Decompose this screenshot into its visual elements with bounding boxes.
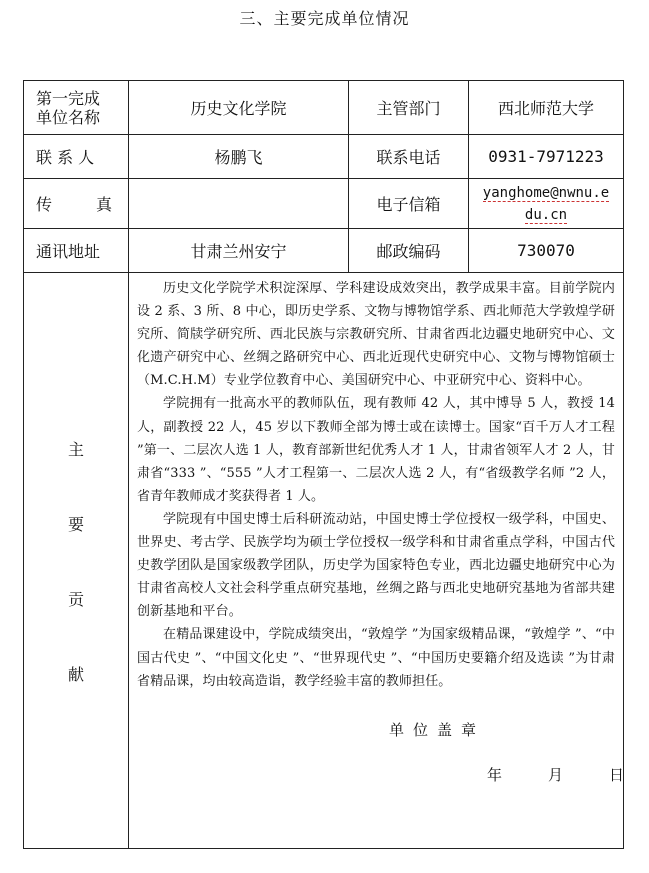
date-line bbox=[137, 764, 625, 785]
unit-name-value: 历史文化学院 bbox=[129, 81, 349, 135]
paragraph-2: 学院拥有一批高水平的教师队伍，现有教师 42 人，其中博导 5 人，教授 14 人，副教授 22 人，45 岁以下教师全部为博士或在读博士。国家“百千万人才工程 ”第一、二层次人选 1 人，教育部新世纪优秀人才 1 人，甘肃省领军人才 2 人，甘肃省“333 ”、“555 ”人才工程第一、二层次人选 2 人，有“省级教学名师 ”2 人，省青年教师成才奖获得者 1 人。 bbox=[137, 396, 615, 504]
page-title: 三、主要完成单位情况 bbox=[239, 9, 410, 28]
unit-info-table bbox=[23, 80, 624, 849]
email-value bbox=[469, 179, 624, 229]
seal-label: 单位盖章 bbox=[389, 720, 486, 739]
unit-name-label-line1: 第一完成 bbox=[36, 88, 101, 108]
side-char-4: 献 bbox=[67, 664, 84, 684]
side-char-3: 贡 bbox=[67, 589, 84, 609]
address-label: 通讯地址 bbox=[24, 229, 129, 273]
postcode-value: 730070 bbox=[469, 229, 624, 273]
phone-label: 联系电话 bbox=[349, 135, 469, 179]
paragraph-4: 在精品课建设中，学院成绩突出，“敦煌学 ”为国家级精品课，“敦煌学 ”、“中国古代史 ”、“中国文化史 ”、“世界现代史 ”、“中国历史要籍介绍及选读 ”为甘肃省精品课，均由较高造诣，教学经验丰富的教师担任。 bbox=[137, 627, 615, 689]
side-char-2: 要 bbox=[67, 514, 84, 534]
row-contribution bbox=[24, 273, 624, 849]
address-value: 甘肃兰州安宁 bbox=[129, 229, 349, 273]
email-line2: du.cn bbox=[524, 206, 568, 223]
email-line1: yanghome@nwnu.e bbox=[482, 184, 610, 201]
date-year: 年 bbox=[487, 765, 503, 784]
row-address bbox=[24, 229, 624, 273]
side-char-1: 主 bbox=[67, 439, 84, 459]
contact-value: 杨鹏飞 bbox=[129, 135, 349, 179]
contribution-body bbox=[129, 273, 624, 849]
postcode-label: 邮政编码 bbox=[349, 229, 469, 273]
row-contact bbox=[24, 135, 624, 179]
email-label: 电子信箱 bbox=[349, 179, 469, 229]
fax-value bbox=[129, 179, 349, 229]
authority-label: 主管部门 bbox=[349, 81, 469, 135]
row-fax bbox=[24, 179, 624, 229]
authority-value: 西北师范大学 bbox=[469, 81, 624, 135]
date-day: 日 bbox=[609, 765, 625, 784]
paragraph-3: 学院现有中国史博士后科研流动站，中国史博士学位授权一级学科，中国史、世界史、考古学、民族学均为硕士学位授权一级学科和甘肃省重点学科，中国古代史教学团队是国家级教学团队，历史学为国家特色专业，西北边疆史地研究中心为甘肃省高校人文社会科学重点研究基地，丝绸之路与西北史地研究基地为省部共建创新基地和平台。 bbox=[137, 511, 615, 620]
fax-label: 传 真 bbox=[24, 179, 129, 229]
unit-name-label bbox=[24, 81, 129, 135]
date-month: 月 bbox=[548, 765, 564, 784]
contact-label: 联 系 人 bbox=[24, 135, 129, 179]
paragraph-1: 历史文化学院学术积淀深厚、学科建设成效突出，教学成果丰富。目前学院内设 2 系、3 所、8 中心，即历史学系、文物与博物馆学系、西北师范大学敦煌学研究所、简牍学研究所、西北民族与宗教研究所、甘肃省西北边疆史地研究中心、文化遗产研究中心、丝绸之路研究中心、西北近现代史研究中心、文物与博物馆硕士（M.C.H.M）专业学位教育中心、美国研究中心、中亚研究中心、资料中心。 bbox=[137, 281, 615, 389]
phone-value: 0931-7971223 bbox=[469, 135, 624, 179]
contribution-side-label bbox=[24, 273, 129, 849]
row-unit-name bbox=[24, 81, 624, 135]
unit-name-label-line2: 单位名称 bbox=[36, 107, 101, 127]
